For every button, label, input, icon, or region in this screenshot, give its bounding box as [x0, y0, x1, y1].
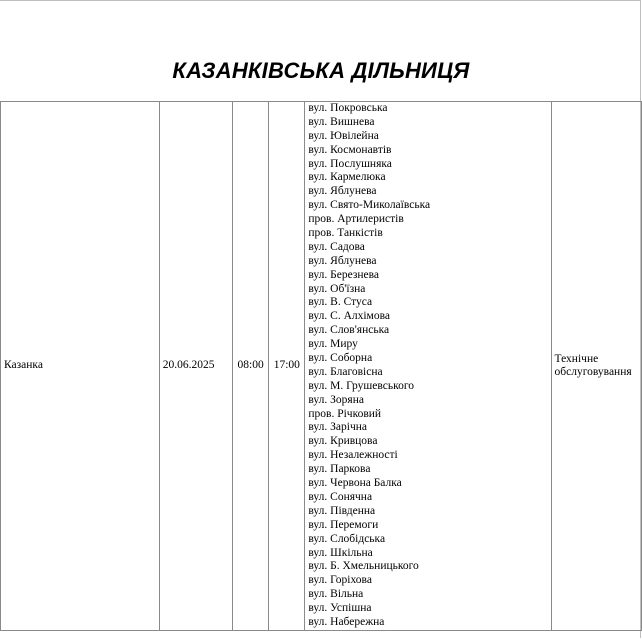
work-type-line-2: обслуговування: [554, 365, 632, 378]
street-item: вул. Послушняка: [308, 157, 392, 170]
street-item: вул. Горіхова: [308, 574, 372, 587]
street-item: вул. М. Грушевського: [308, 379, 414, 392]
street-item: вул. Ювілейна: [308, 129, 379, 142]
street-item: вул. Б. Хмельницького: [308, 560, 419, 573]
street-item: пров. Артилеристів: [308, 213, 404, 226]
street-item: вул. Перемоги: [308, 518, 379, 531]
street-item: вул. Незалежності: [308, 449, 398, 462]
street-item: вул. Березнева: [308, 268, 380, 281]
settlement-cell: Казанка: [1, 102, 160, 631]
street-item: вул. Успішна: [308, 602, 372, 615]
table-row: [1, 102, 642, 631]
work-type-line-1: Технічне: [554, 352, 599, 365]
street-item: пров. Танкістів: [308, 227, 383, 240]
street-item: вул. Свято-Миколаївська: [308, 199, 431, 212]
street-item: вул. Благовісна: [308, 365, 383, 378]
street-item: вул. Паркова: [308, 463, 371, 476]
street-item: вул. С. Алхімова: [308, 310, 390, 323]
street-item: вул. Шкільна: [308, 546, 373, 559]
streets-cell: [305, 102, 551, 631]
street-item: вул. Слобідська: [308, 532, 386, 545]
street-item: вул. Садова: [308, 240, 365, 253]
street-item: вул. В. Стуса: [308, 296, 373, 309]
work-type-cell: [551, 102, 641, 631]
street-item: вул. Об'їзна: [308, 282, 366, 295]
street-item: вул. Кривцова: [308, 435, 378, 448]
street-list: [308, 102, 547, 630]
page-title: КАЗАНКІВСЬКА ДІЛЬНИЦЯ: [172, 58, 470, 83]
street-item: вул. Яблунева: [308, 185, 377, 198]
street-item: вул. Зоряна: [308, 393, 364, 406]
street-item: вул. Червона Балка: [308, 477, 402, 490]
street-item: вул. Космонавтів: [308, 143, 392, 156]
date-cell: 20.06.2025: [159, 102, 232, 631]
street-item: вул. Вишнева: [308, 115, 375, 128]
street-item: вул. Набережна: [308, 615, 385, 628]
street-item: вул. Слов'янська: [308, 324, 390, 337]
street-item: вул. Кармелюка: [308, 171, 386, 184]
street-item: вул. Яблунева: [308, 254, 377, 267]
street-item: вул. Покровська: [308, 102, 388, 114]
street-item: пров. Річковий: [308, 407, 382, 420]
street-item: вул. Зарічна: [308, 421, 367, 434]
street-item: вул. Соборна: [308, 352, 373, 365]
street-item: вул. Південна: [308, 504, 376, 517]
end-time-cell: 17:00: [269, 102, 305, 631]
street-item: вул. Вільна: [308, 588, 364, 601]
street-item: вул. Сонячна: [308, 490, 373, 503]
street-item: вул. Миру: [308, 338, 358, 351]
outage-table: [0, 101, 642, 631]
start-time-cell: 08:00: [233, 102, 269, 631]
